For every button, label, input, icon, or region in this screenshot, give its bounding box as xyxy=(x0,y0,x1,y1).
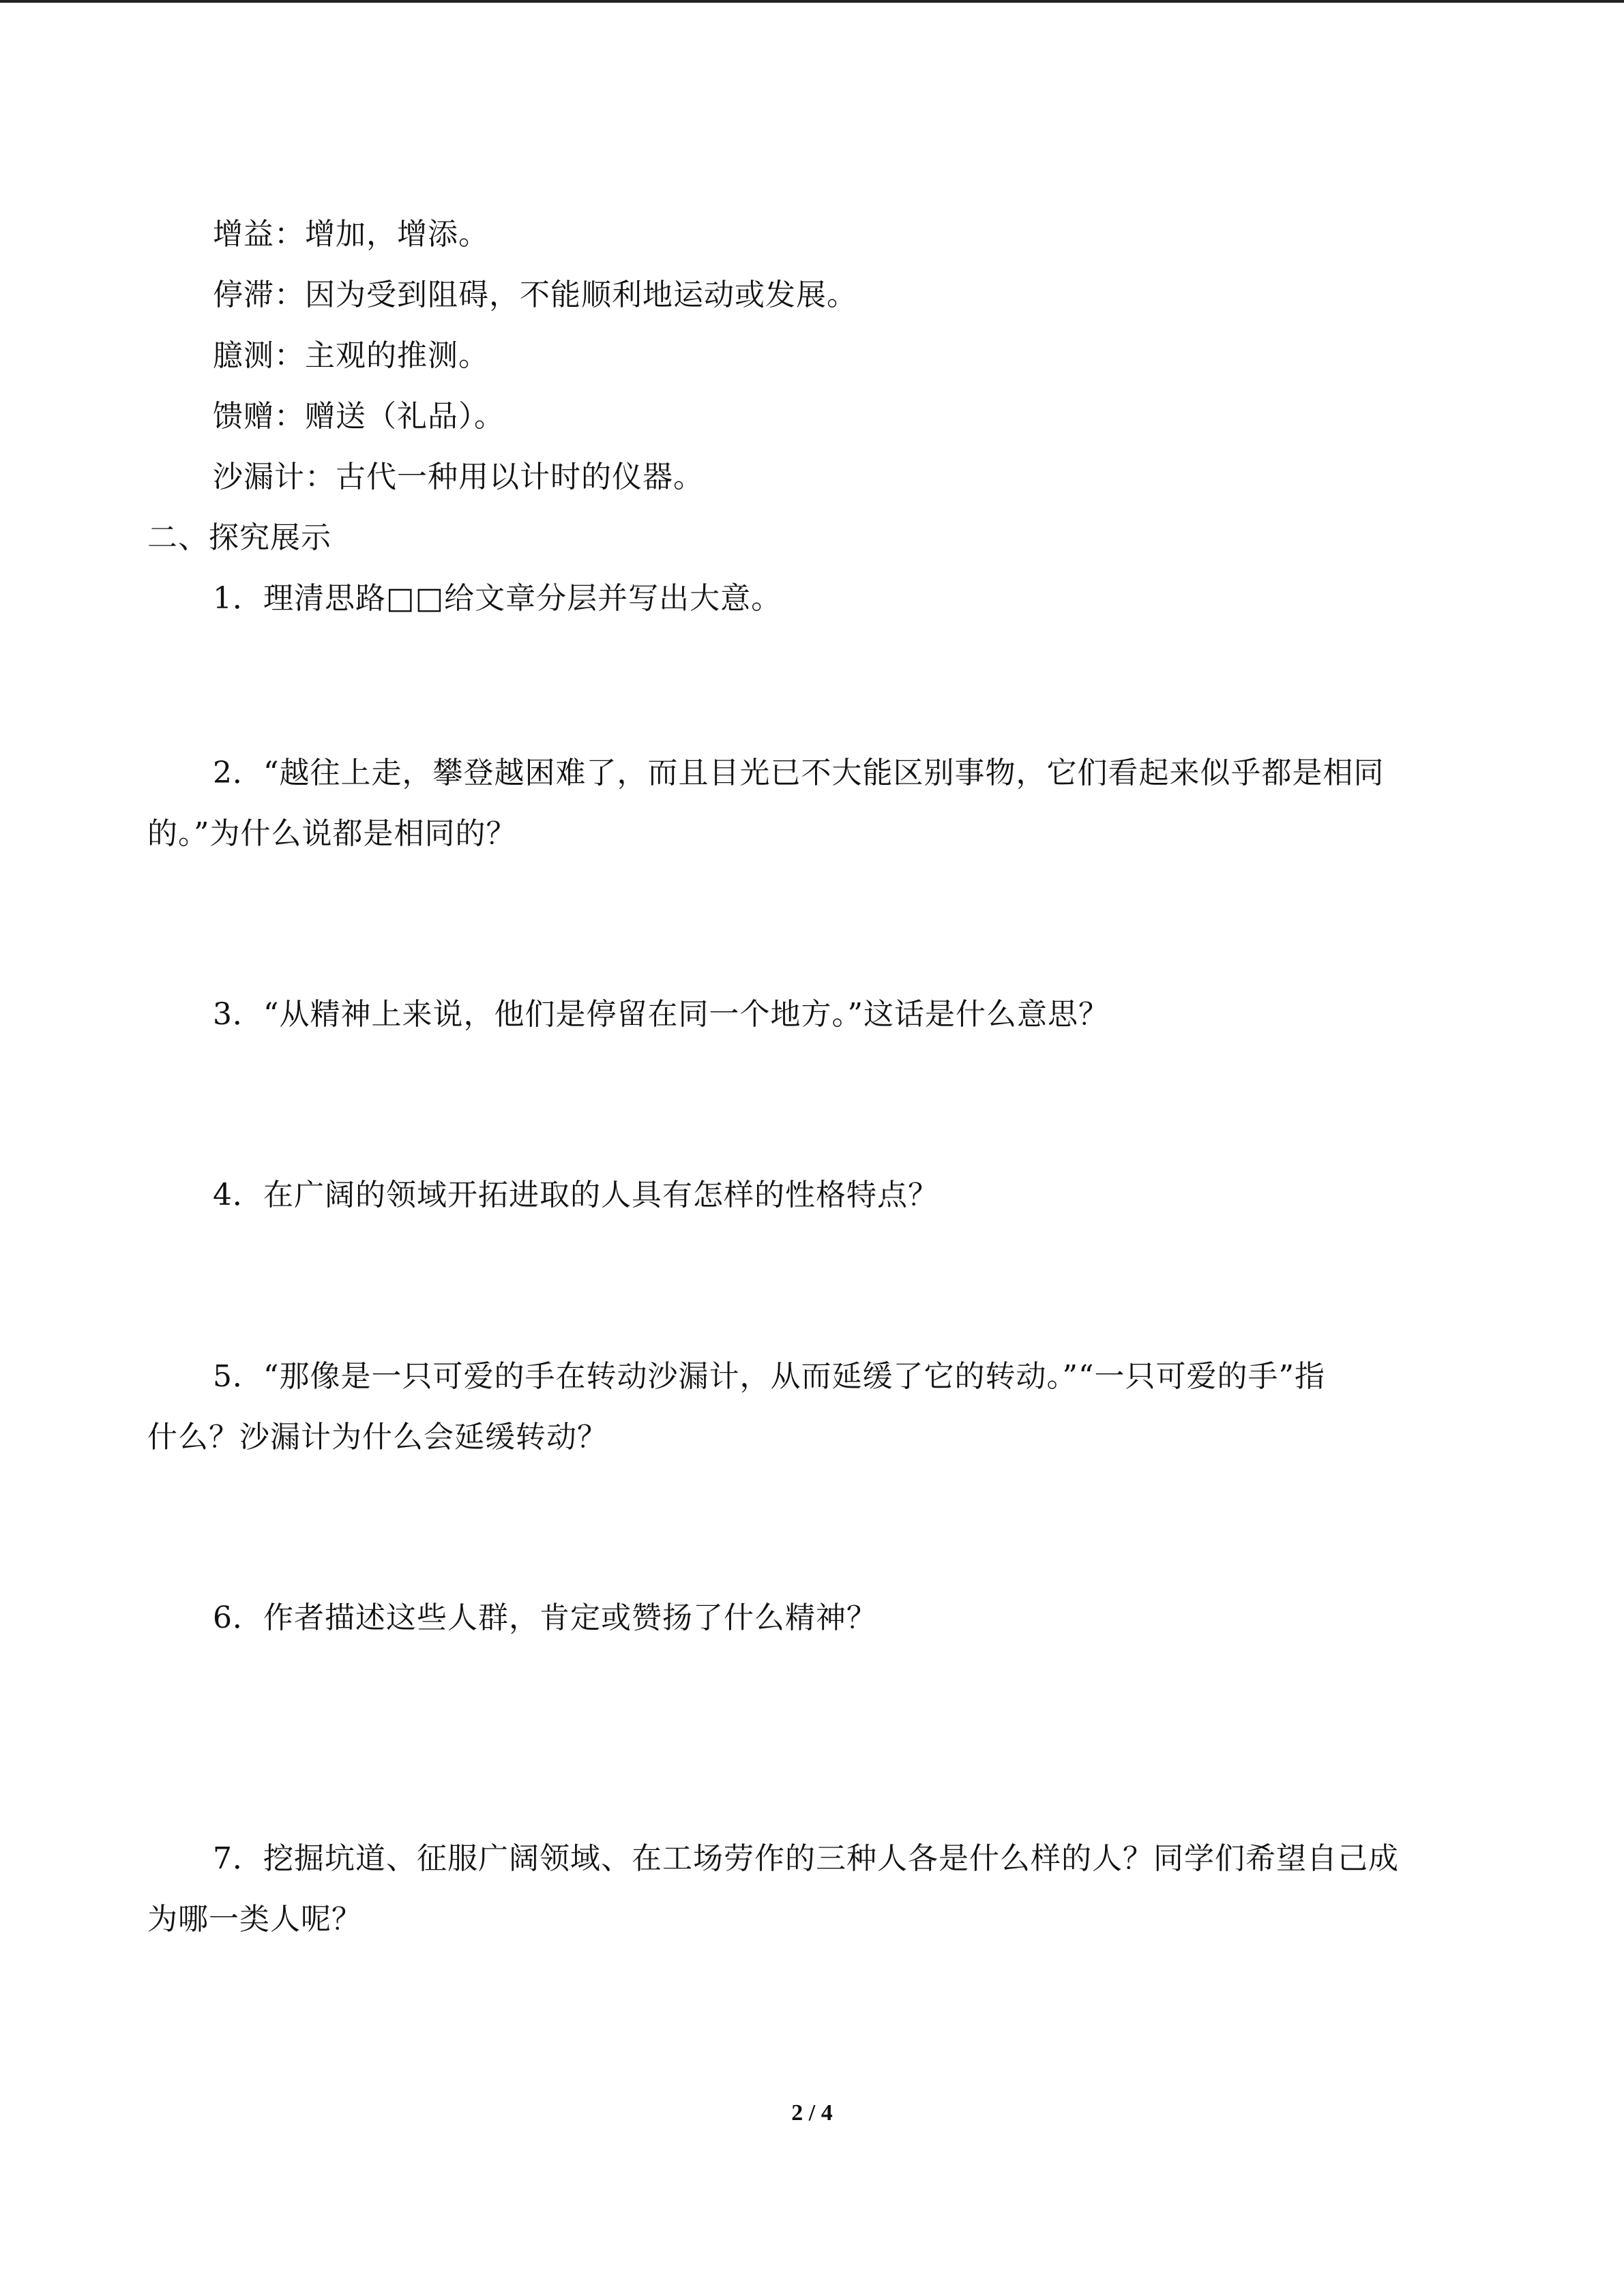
question-2-continued: 的。”为什么说都是相同的？ xyxy=(147,816,517,851)
question-7-continued: 为哪一类人呢？ xyxy=(147,1902,362,1937)
page-number: 2 / 4 xyxy=(791,2100,833,2126)
section-heading: 二、探究展示 xyxy=(147,520,331,555)
glossary-entry: 沙漏计：古代一种用以计时的仪器。 xyxy=(213,460,704,494)
question-5: 5．“那像是一只可爱的手在转动沙漏计，从而延缓了它的转动。”“一只可爱的手”指 xyxy=(213,1359,1325,1394)
glossary-entry: 馈赠：赠送（礼品）。 xyxy=(213,399,505,434)
glossary-entry: 臆测：主观的推测。 xyxy=(213,338,489,373)
question-1: 1．理清思路□□给文章分层并写出大意。 xyxy=(213,581,782,616)
question-5-continued: 什么？沙漏计为什么会延缓转动？ xyxy=(147,1420,608,1455)
question-4: 4．在广阔的领域开拓进取的人具有怎样的性格特点？ xyxy=(213,1178,939,1212)
question-2: 2．“越往上走，攀登越困难了，而且目光已不大能区别事物，它们看起来似乎都是相同 xyxy=(213,756,1385,790)
top-border xyxy=(0,0,1624,3)
question-6: 6．作者描述这些人群，肯定或赞扬了什么精神？ xyxy=(213,1600,877,1635)
glossary-entry: 停滞：因为受到阻碍，不能顺利地运动或发展。 xyxy=(213,278,857,312)
question-3: 3．“从精神上来说，他们是停留在同一个地方。”这话是什么意思？ xyxy=(213,997,1109,1032)
question-7: 7．挖掘坑道、征服广阔领域、在工场劳作的三种人各是什么样的人？同学们希望自己成 xyxy=(213,1841,1399,1876)
glossary-entry: 增益：增加，增添。 xyxy=(213,217,489,252)
